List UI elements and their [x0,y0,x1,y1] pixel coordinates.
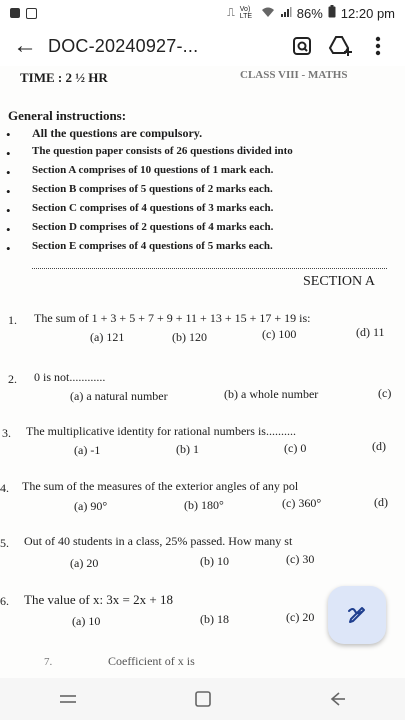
option: (a) 121 [90,330,125,344]
status-icons [227,5,395,21]
home-icon[interactable] [173,684,233,714]
instruction-item-7: Section E comprises of 4 questions of 5 marks each. [32,240,273,252]
question-text: The value of x: 3x = 2x + 18 [24,592,173,607]
image-notification-icon [26,8,37,19]
question-number: 7. [44,656,53,668]
option: (b) 18 [200,612,229,626]
navigation-bar [0,678,405,720]
instruction-item-2: The question paper consists of 26 questions divided into [32,145,293,157]
option: (a) 10 [72,614,101,628]
instruction-bullet-4: • [6,184,11,199]
option: (b) 10 [200,554,229,568]
option: (d) [372,439,386,453]
more-vert-icon[interactable] [359,36,397,56]
battery-percent: 86% [296,5,323,21]
question-number: 5. [0,536,9,550]
question-text: The sum of the measures of the exterior angles of any pol [22,479,299,493]
option: (d) 11 [356,325,385,339]
status-bar [0,0,405,26]
question-text: The multiplicative identity for rational numbers is.......... [26,424,296,438]
wifi-icon [261,6,275,21]
back-icon[interactable] [308,684,368,714]
instruction-item-6: Section D comprises of 2 questions of 4 marks each. [32,221,274,233]
question-number: 6. [0,594,9,608]
option: (a) a natural number [70,389,168,403]
option: (c) 0 [284,441,307,455]
option: (a) -1 [74,443,101,457]
instruction-bullet-2: • [6,146,11,161]
signal-icon [280,6,292,21]
section-title: SECTION A [303,274,375,289]
document-title: DOC-20240927-... [48,35,199,56]
instruction-bullet-6: • [6,222,11,237]
option: (c) [378,386,392,400]
option: (b) a whole number [224,387,319,401]
question-number: 1. [8,313,17,327]
drive-add-icon[interactable] [321,35,359,57]
instruction-bullet-5: • [6,203,11,218]
notification-icon [10,8,20,18]
option: (b) 1 [176,442,199,456]
instruction-item-5: Section C comprises of 4 questions of 3 marks each. [32,202,274,214]
app-bar [0,26,405,66]
question-text: 0 is not............ [34,370,106,384]
question-text: The sum of 1 + 3 + 5 + 7 + 9 + 11 + 13 + 15 + 17 + 19 is: [34,311,311,325]
clock: 12:20 pm [340,5,395,21]
question-text: Coefficient of x is [108,654,195,668]
notification-icons [10,8,37,19]
instruction-item-3: Section A comprises of 10 questions of 1 mark each. [32,164,274,176]
nfc-icon: ⎍ [227,6,235,19]
edit-pen-icon[interactable] [328,586,386,644]
question-text: Out of 40 students in a class, 25% passed. How many st [24,534,293,548]
option: (d) [374,495,388,509]
volte-label: Vo) LTE [239,6,253,20]
option: (a) 20 [70,556,99,570]
lens-icon[interactable] [283,35,321,57]
option: (b) 180° [184,498,224,512]
option: (c) 30 [286,552,315,566]
instruction-bullet-7: • [6,241,11,256]
arrow-left-icon[interactable]: ← [13,32,37,59]
question-number: 4. [0,481,9,495]
option: (c) 360° [282,496,322,510]
instruction-item-4: Section B comprises of 5 questions of 2 marks each. [32,183,273,195]
recents-icon[interactable] [38,684,98,714]
time-header: TIME : 2 ½ HR [20,70,108,85]
option: (c) 20 [286,610,315,624]
option: (c) 100 [262,327,297,341]
option: (b) 120 [172,330,207,344]
dotted-separator [32,268,387,269]
instruction-item-1: All the questions are compulsory. [32,126,203,140]
option: (a) 90° [74,499,108,513]
class-header: CLASS VIII - MATHS [240,69,348,81]
instruction-bullet-3: • [6,165,11,180]
instruction-bullet-1: • [6,127,11,142]
question-number: 2. [8,372,17,386]
instructions-title: General instructions: [8,108,127,123]
question-number: 3. [2,426,11,440]
battery-icon [328,5,336,21]
